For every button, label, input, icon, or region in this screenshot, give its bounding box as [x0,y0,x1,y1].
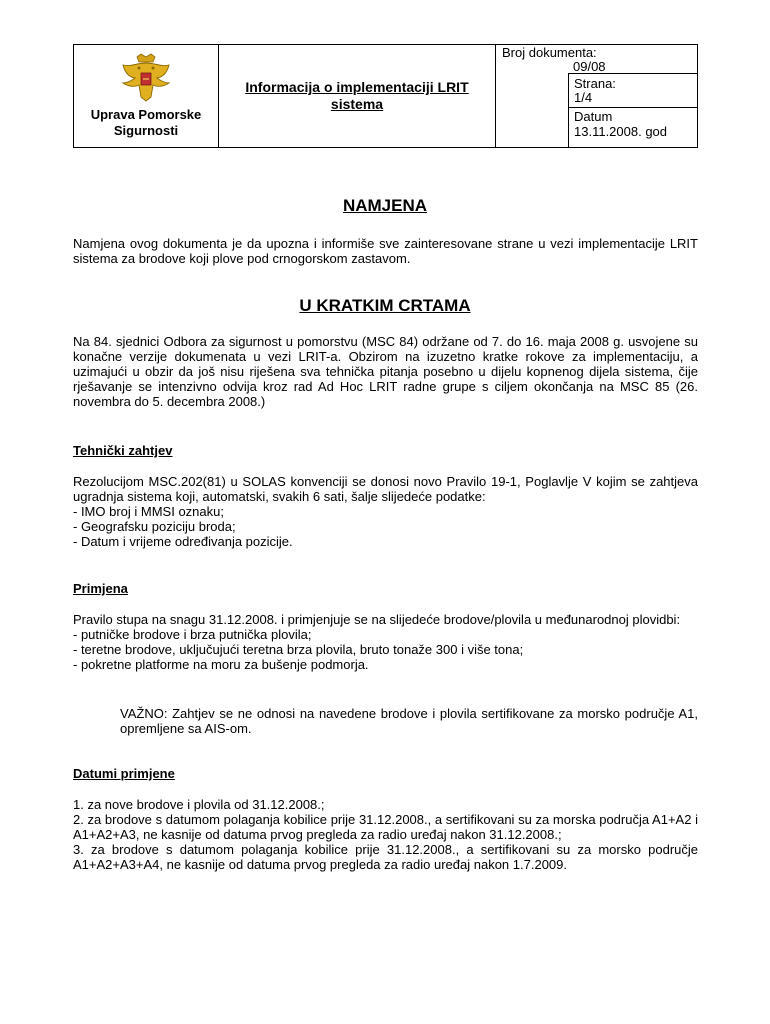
document-header-table [73,44,698,148]
document-title-cell [219,45,496,147]
doc-number-value: 09/08 [573,59,606,74]
tehnicki-intro: Rezolucijom MSC.202(81) u SOLAS konvenciji se donosi novo Pravilo 19-1, Poglavlje V kojim se zahtjeva ugradnja sistema koji, automatski, svakih 6 sati, šalje slijedeće podatke: [73,474,698,504]
primjena-paragraph [73,612,698,672]
list-item: 2. za brodove s datumom polaganja kobilice prije 31.12.2008., a sertifikovani su za morska područja A1+A2 i A1+A2+A3, ne kasnije od datuma prvog pregleda za radio uređaj nakon 31.12.2008.; [73,812,698,842]
page-label: Strana: [574,76,616,91]
list-item: - pokretne platforme na moru za bušenje podmorja. [73,657,369,672]
list-item: - teretne brodove, uključujući teretna brza plovila, bruto tonaže 300 i više tona; [73,642,524,657]
list-item: - Datum i vrijeme određivanja pozicije. [73,534,293,549]
organization-name [91,107,202,139]
page-value: 1/4 [574,90,593,105]
title-line1: Informacija o implementaciji LRIT [245,79,469,95]
coat-of-arms-icon [117,53,175,103]
doc-number-label: Broj dokumenta: [502,45,597,60]
meta-divider [569,107,697,108]
primjena-intro: Pravilo stupa na snagu 31.12.2008. i primjenjuje se na slijedeće brodove/plovila u međunarodnoj plovidbi: [73,612,681,627]
list-item: - IMO broj i MMSI oznaku; [73,504,224,519]
list-item: 1. za nove brodove i plovila od 31.12.2008.; [73,797,325,812]
list-item: - putničke brodove i brza putnička plovila; [73,627,312,642]
organization-cell [74,45,219,147]
section-title-namjena: NAMJENA [342,196,428,215]
list-item: 3. za brodove s datumom polaganja kobilice prije 31.12.2008., a sertifikovani su za morsko područje A1+A2+A3+A4, ne kasnije od datuma prvog pregleda za radio uređaj nakon 1.7.2009. [73,842,698,872]
heading-datumi-primjene: Datumi primjene [73,766,175,781]
meta-box [568,73,697,147]
ukratko-paragraph: Na 84. sjednici Odbora za sigurnost u pomorstvu (MSC 84) održane od 7. do 16. maja 2008 g. usvojene su konačne verzije dokumenata u vezi LRIT-a. Obzirom na izuzetno kratke rokove za implementaciju, a uzimajući u obzir da još nisu riješena sva tehnička pitanja posebno u dijelu kopnenog dijela sistema, čije rješavanje se intenzivno odvija kroz rad Ad Hoc LRIT radne grupe s ciljem okončanja na MSC 85 (26. novembra do 5. decembra 2008.) [73,334,698,409]
date-label: Datum [574,109,613,124]
date-value: 13.11.2008. god [574,124,668,139]
tehnicki-paragraph [73,474,698,549]
document-meta-cell [496,45,697,147]
document-title [245,79,468,113]
org-name-line1: Uprava Pomorske [90,107,202,122]
list-item: - Geografsku poziciju broda; [73,519,236,534]
org-name-line2: Sigurnosti [113,123,179,138]
datumi-list [73,797,698,872]
vazno-note: VAŽNO: Zahtjev se ne odnosi na navedene brodove i plovila sertifikovane za morsko područje A1, opremljene sa AIS-om. [120,706,698,736]
heading-tehnicki-zahtjev: Tehnički zahtjev [73,443,173,458]
heading-primjena: Primjena [73,581,128,596]
title-line2: sistema [330,96,384,112]
namjena-paragraph: Namjena ovog dokumenta je da upozna i informiše sve zainteresovane strane u vezi implementacije LRIT sistema za brodove koji plove pod crnogorskom zastavom. [73,236,698,266]
section-title-ukratko: U KRATKIM CRTAMA [299,296,471,315]
